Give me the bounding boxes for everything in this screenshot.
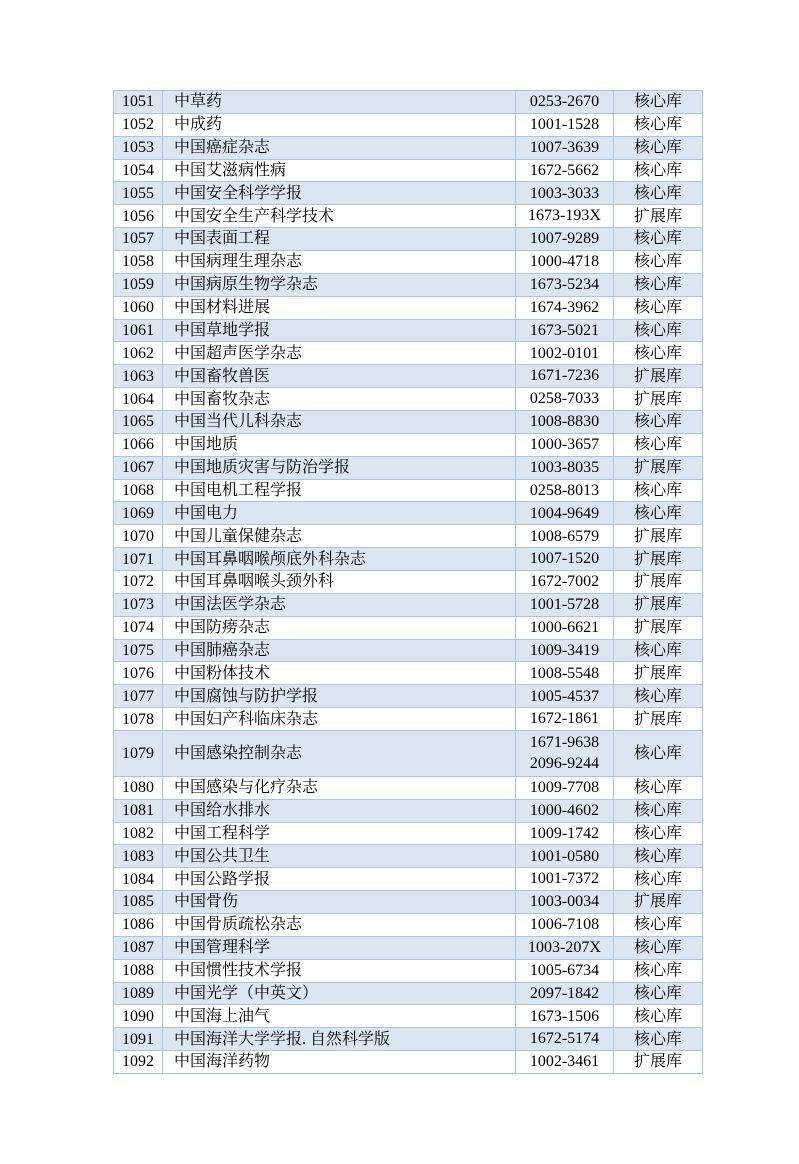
table-row (114, 776, 703, 799)
journal-issn (516, 593, 614, 616)
issn-value: 1672-5174 (529, 1030, 600, 1048)
issn-value: 2096-9244 (529, 755, 600, 773)
journal-category-badge: 扩展库 (614, 571, 703, 594)
journal-issn (516, 365, 614, 388)
journal-issn (516, 205, 614, 228)
journal-category-badge: 扩展库 (614, 456, 703, 479)
issn-value: 1001-5728 (529, 596, 600, 614)
journal-name: 中国材料进展 (163, 296, 516, 319)
journal-name: 中国畜牧杂志 (163, 388, 516, 411)
table-row (114, 1051, 703, 1074)
journal-category-badge: 核心库 (614, 822, 703, 845)
issn-value: 1002-3461 (529, 1053, 600, 1071)
journal-seq: 1079 (114, 731, 163, 777)
journal-seq: 1068 (114, 479, 163, 502)
journal-name: 中国给水排水 (163, 799, 516, 822)
journal-name: 中国癌症杂志 (163, 136, 516, 159)
issn-value: 1003-3033 (529, 184, 600, 202)
journal-seq: 1061 (114, 319, 163, 342)
journal-issn (516, 548, 614, 571)
journal-issn (516, 776, 614, 799)
journal-seq: 1088 (114, 959, 163, 982)
issn-value: 1002-0101 (529, 344, 600, 362)
table-row (114, 91, 703, 114)
table-row (114, 388, 703, 411)
journal-issn (516, 799, 614, 822)
journal-issn (516, 891, 614, 914)
journal-category-badge: 扩展库 (614, 388, 703, 411)
issn-value: 1008-5548 (529, 664, 600, 682)
journal-issn (516, 639, 614, 662)
table-row (114, 685, 703, 708)
journal-seq: 1056 (114, 205, 163, 228)
journal-category-badge: 核心库 (614, 1005, 703, 1028)
table-row (114, 982, 703, 1005)
issn-value: 1008-8830 (529, 413, 600, 431)
table-row (114, 205, 703, 228)
journal-seq: 1065 (114, 411, 163, 434)
table-row (114, 868, 703, 891)
journal-seq: 1063 (114, 365, 163, 388)
journal-seq: 1057 (114, 228, 163, 251)
issn-value: 0253-2670 (529, 93, 600, 111)
journal-category-badge: 核心库 (614, 639, 703, 662)
journal-seq: 1080 (114, 776, 163, 799)
table-row (114, 548, 703, 571)
journal-name: 中国骨质疏松杂志 (163, 913, 516, 936)
journal-issn (516, 936, 614, 959)
journal-seq: 1089 (114, 982, 163, 1005)
journal-name: 中国腐蚀与防护学报 (163, 685, 516, 708)
issn-value: 1007-9289 (529, 230, 600, 248)
journal-category-badge: 核心库 (614, 502, 703, 525)
journal-table (113, 90, 703, 1074)
journal-category-badge: 核心库 (614, 982, 703, 1005)
journal-table-body (114, 91, 703, 1074)
journal-name: 中国公共卫生 (163, 845, 516, 868)
journal-name: 中国草地学报 (163, 319, 516, 342)
journal-name: 中国防痨杂志 (163, 616, 516, 639)
journal-issn (516, 502, 614, 525)
table-row (114, 342, 703, 365)
table-row (114, 822, 703, 845)
issn-value: 1003-8035 (529, 458, 600, 476)
table-row (114, 525, 703, 548)
journal-category-badge: 核心库 (614, 251, 703, 274)
journal-name: 中国艾滋病性病 (163, 159, 516, 182)
journal-category-badge: 扩展库 (614, 891, 703, 914)
journal-seq: 1066 (114, 433, 163, 456)
table-row (114, 959, 703, 982)
journal-seq: 1091 (114, 1028, 163, 1051)
journal-issn (516, 91, 614, 114)
journal-seq: 1054 (114, 159, 163, 182)
table-row (114, 113, 703, 136)
issn-value: 1003-0034 (529, 893, 600, 911)
issn-value: 1001-0580 (529, 847, 600, 865)
journal-name: 中国海洋大学学报. 自然科学版 (163, 1028, 516, 1051)
journal-seq: 1059 (114, 273, 163, 296)
journal-issn (516, 822, 614, 845)
journal-name: 中国表面工程 (163, 228, 516, 251)
journal-category-badge: 核心库 (614, 776, 703, 799)
journal-category-badge: 扩展库 (614, 525, 703, 548)
journal-category-badge: 核心库 (614, 936, 703, 959)
table-row (114, 433, 703, 456)
journal-issn (516, 982, 614, 1005)
journal-name: 中国电力 (163, 502, 516, 525)
journal-category-badge: 核心库 (614, 433, 703, 456)
journal-issn (516, 411, 614, 434)
journal-category-badge: 核心库 (614, 731, 703, 777)
journal-name: 中国当代儿科杂志 (163, 411, 516, 434)
issn-value: 1673-5021 (529, 321, 600, 339)
issn-value: 1672-7002 (529, 573, 600, 591)
journal-name: 中国工程科学 (163, 822, 516, 845)
journal-name: 中国海上油气 (163, 1005, 516, 1028)
journal-seq: 1086 (114, 913, 163, 936)
journal-issn (516, 342, 614, 365)
journal-seq: 1078 (114, 708, 163, 731)
journal-seq: 1085 (114, 891, 163, 914)
table-row (114, 731, 703, 777)
journal-name: 中成药 (163, 113, 516, 136)
journal-category-badge: 核心库 (614, 342, 703, 365)
journal-issn (516, 708, 614, 731)
issn-value: 1000-6621 (529, 618, 600, 636)
journal-name: 中国肺癌杂志 (163, 639, 516, 662)
journal-category-badge: 核心库 (614, 685, 703, 708)
journal-issn (516, 571, 614, 594)
table-row (114, 936, 703, 959)
journal-name: 中国畜牧兽医 (163, 365, 516, 388)
journal-issn (516, 251, 614, 274)
journal-issn (516, 182, 614, 205)
journal-issn (516, 296, 614, 319)
issn-value: 1008-6579 (529, 527, 600, 545)
journal-name: 中国海洋药物 (163, 1051, 516, 1074)
issn-value: 1672-5662 (529, 161, 600, 179)
table-row (114, 1005, 703, 1028)
issn-value: 1000-4718 (529, 253, 600, 271)
journal-issn (516, 845, 614, 868)
table-row (114, 479, 703, 502)
table-row (114, 913, 703, 936)
journal-seq: 1076 (114, 662, 163, 685)
journal-name: 中国妇产科临床杂志 (163, 708, 516, 731)
journal-category-badge: 扩展库 (614, 205, 703, 228)
journal-name: 中国光学（中英文） (163, 982, 516, 1005)
journal-seq: 1055 (114, 182, 163, 205)
journal-issn (516, 159, 614, 182)
journal-name: 中国感染与化疗杂志 (163, 776, 516, 799)
journal-seq: 1064 (114, 388, 163, 411)
journal-name: 中国法医学杂志 (163, 593, 516, 616)
journal-name: 中国电机工程学报 (163, 479, 516, 502)
journal-category-badge: 核心库 (614, 113, 703, 136)
issn-value: 1004-9649 (529, 504, 600, 522)
table-row (114, 319, 703, 342)
issn-value: 1006-7108 (529, 916, 600, 934)
table-row (114, 891, 703, 914)
journal-name: 中国安全科学学报 (163, 182, 516, 205)
issn-value: 1009-1742 (529, 824, 600, 842)
journal-issn (516, 685, 614, 708)
table-row (114, 708, 703, 731)
journal-seq: 1082 (114, 822, 163, 845)
table-row (114, 159, 703, 182)
journal-issn (516, 456, 614, 479)
journal-name: 中国病理生理杂志 (163, 251, 516, 274)
table-row (114, 616, 703, 639)
issn-value: 1007-1520 (529, 550, 600, 568)
journal-name: 中国病原生物学杂志 (163, 273, 516, 296)
table-row (114, 662, 703, 685)
table-row (114, 571, 703, 594)
journal-category-badge: 核心库 (614, 273, 703, 296)
journal-seq: 1070 (114, 525, 163, 548)
issn-value: 1001-7372 (529, 870, 600, 888)
table-row (114, 502, 703, 525)
table-row (114, 1028, 703, 1051)
issn-value: 1000-4602 (529, 801, 600, 819)
journal-issn (516, 959, 614, 982)
journal-category-badge: 扩展库 (614, 708, 703, 731)
journal-seq: 1090 (114, 1005, 163, 1028)
journal-category-badge: 核心库 (614, 91, 703, 114)
journal-category-badge: 核心库 (614, 959, 703, 982)
journal-category-badge: 核心库 (614, 799, 703, 822)
journal-seq: 1087 (114, 936, 163, 959)
journal-seq: 1058 (114, 251, 163, 274)
issn-value: 1672-1861 (529, 710, 600, 728)
journal-name: 中国超声医学杂志 (163, 342, 516, 365)
journal-category-badge: 核心库 (614, 159, 703, 182)
journal-category-badge: 核心库 (614, 319, 703, 342)
journal-issn (516, 662, 614, 685)
issn-value: 1007-3639 (529, 138, 600, 156)
table-row (114, 136, 703, 159)
journal-name: 中国公路学报 (163, 868, 516, 891)
journal-category-badge: 核心库 (614, 228, 703, 251)
journal-seq: 1060 (114, 296, 163, 319)
journal-category-badge: 核心库 (614, 182, 703, 205)
journal-category-badge: 扩展库 (614, 1051, 703, 1074)
table-row (114, 365, 703, 388)
journal-seq: 1074 (114, 616, 163, 639)
table-row (114, 456, 703, 479)
table-row (114, 182, 703, 205)
journal-category-badge: 核心库 (614, 136, 703, 159)
journal-issn (516, 433, 614, 456)
journal-category-badge: 核心库 (614, 411, 703, 434)
table-row (114, 411, 703, 434)
journal-name: 中国惯性技术学报 (163, 959, 516, 982)
issn-value: 1009-3419 (529, 641, 600, 659)
journal-issn (516, 1005, 614, 1028)
table-row (114, 228, 703, 251)
journal-seq: 1077 (114, 685, 163, 708)
journal-issn (516, 616, 614, 639)
journal-category-badge: 扩展库 (614, 365, 703, 388)
journal-issn (516, 273, 614, 296)
journal-seq: 1062 (114, 342, 163, 365)
issn-value: 1671-7236 (529, 367, 600, 385)
journal-issn (516, 388, 614, 411)
journal-seq: 1072 (114, 571, 163, 594)
journal-seq: 1071 (114, 548, 163, 571)
journal-name: 中国地质灾害与防治学报 (163, 456, 516, 479)
table-row (114, 593, 703, 616)
journal-seq: 1053 (114, 136, 163, 159)
table-row (114, 799, 703, 822)
journal-issn (516, 1028, 614, 1051)
table-row (114, 251, 703, 274)
journal-seq: 1067 (114, 456, 163, 479)
journal-issn (516, 525, 614, 548)
journal-seq: 1083 (114, 845, 163, 868)
journal-name: 中国管理科学 (163, 936, 516, 959)
journal-seq: 1081 (114, 799, 163, 822)
issn-value: 0258-7033 (529, 390, 600, 408)
issn-value: 1673-1506 (529, 1007, 600, 1025)
journal-name: 中国感染控制杂志 (163, 731, 516, 777)
journal-seq: 1073 (114, 593, 163, 616)
issn-value: 1000-3657 (529, 436, 600, 454)
journal-name: 中国地质 (163, 433, 516, 456)
journal-issn (516, 868, 614, 891)
journal-seq: 1075 (114, 639, 163, 662)
issn-value: 1009-7708 (529, 778, 600, 796)
journal-issn (516, 136, 614, 159)
journal-seq: 1052 (114, 113, 163, 136)
journal-issn (516, 731, 614, 777)
journal-issn (516, 913, 614, 936)
issn-value: 0258-8013 (529, 481, 600, 499)
table-row (114, 845, 703, 868)
journal-category-badge: 核心库 (614, 479, 703, 502)
journal-issn (516, 479, 614, 502)
journal-category-badge: 核心库 (614, 868, 703, 891)
journal-category-badge: 扩展库 (614, 662, 703, 685)
journal-seq: 1092 (114, 1051, 163, 1074)
journal-category-badge: 扩展库 (614, 548, 703, 571)
journal-name: 中国骨伤 (163, 891, 516, 914)
issn-value: 1671-9638 (529, 733, 600, 751)
issn-value: 1005-6734 (529, 961, 600, 979)
journal-seq: 1069 (114, 502, 163, 525)
journal-name: 中草药 (163, 91, 516, 114)
journal-issn (516, 113, 614, 136)
journal-name: 中国粉体技术 (163, 662, 516, 685)
table-row (114, 296, 703, 319)
journal-issn (516, 1051, 614, 1074)
issn-value: 1673-5234 (529, 276, 600, 294)
journal-category-badge: 扩展库 (614, 616, 703, 639)
journal-seq: 1084 (114, 868, 163, 891)
issn-value: 2097-1842 (529, 984, 600, 1002)
journal-name: 中国儿童保健杂志 (163, 525, 516, 548)
table-row (114, 639, 703, 662)
journal-seq: 1051 (114, 91, 163, 114)
issn-value: 1003-207X (528, 938, 601, 956)
journal-name: 中国耳鼻咽喉颅底外科杂志 (163, 548, 516, 571)
issn-value: 1001-1528 (529, 116, 600, 134)
issn-value: 1674-3962 (529, 298, 600, 316)
issn-value: 1673-193X (528, 207, 601, 225)
issn-value: 1005-4537 (529, 687, 600, 705)
journal-name: 中国安全生产科学技术 (163, 205, 516, 228)
journal-issn (516, 319, 614, 342)
journal-issn (516, 228, 614, 251)
journal-category-badge: 扩展库 (614, 593, 703, 616)
journal-name: 中国耳鼻咽喉头颈外科 (163, 571, 516, 594)
journal-category-badge: 核心库 (614, 1028, 703, 1051)
journal-category-badge: 核心库 (614, 845, 703, 868)
journal-category-badge: 核心库 (614, 296, 703, 319)
table-row (114, 273, 703, 296)
journal-category-badge: 核心库 (614, 913, 703, 936)
